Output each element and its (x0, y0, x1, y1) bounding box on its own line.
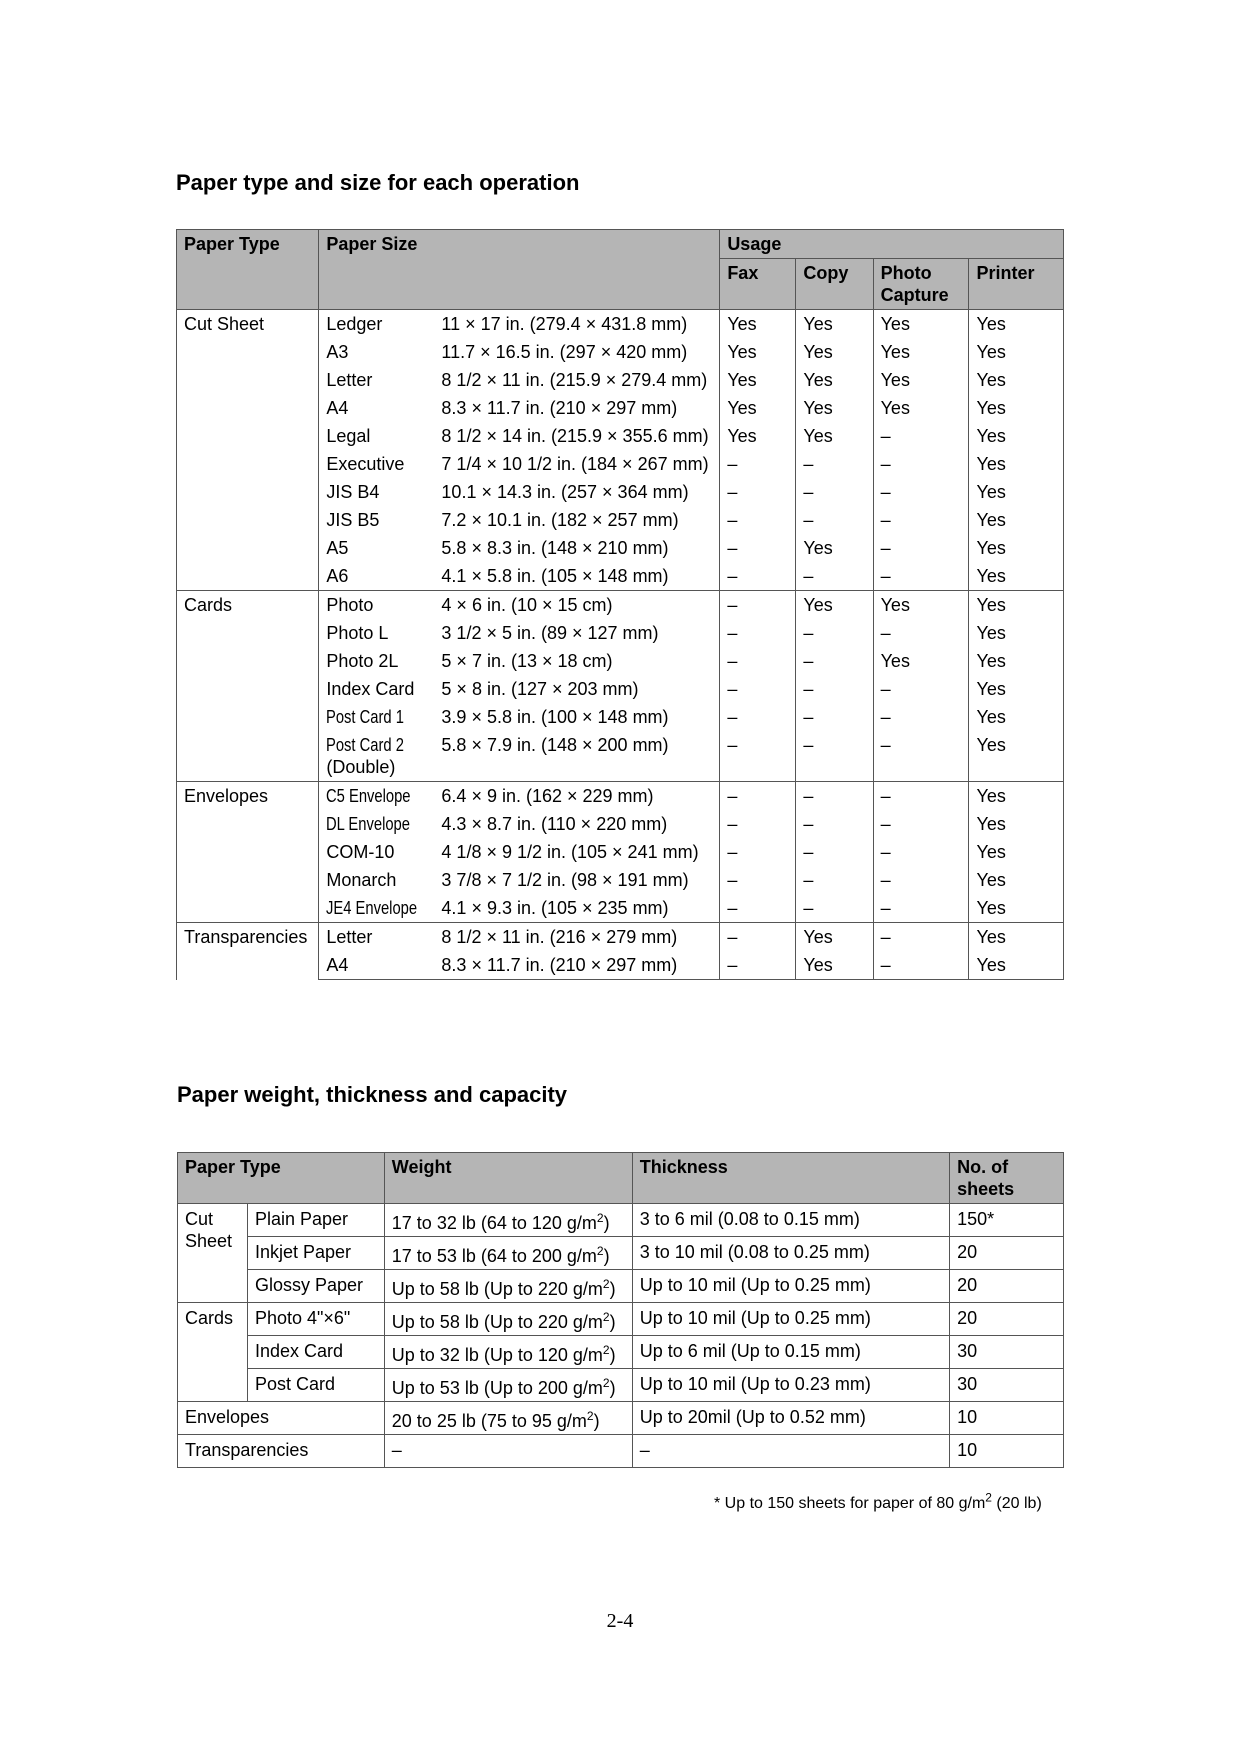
weight-cell: Up to 58 lb (Up to 220 $g/m^2$) (384, 1270, 632, 1303)
paper-size-dimensions: 5 × 7 in. (13 × 18 cm) (439, 647, 719, 675)
paper-size-name: A5 (319, 534, 440, 562)
paper-size-dimensions: 8.3 × 11.7 in. (210 × 297 mm) (439, 394, 719, 422)
weight-cell: Up to 32 lb (Up to 120 $g/m^2$) (384, 1336, 632, 1369)
paper-size-name: JE4 Envelope (319, 894, 440, 923)
usage-printer: Yes (969, 450, 1064, 478)
usage-fax: – (720, 866, 796, 894)
header-printer: Printer (969, 259, 1064, 310)
paper-size-dimensions: 8 1/2 × 11 in. (216 × 279 mm) (439, 923, 719, 952)
paper-size-dimensions: 11.7 × 16.5 in. (297 × 420 mm) (439, 338, 719, 366)
usage-photo-capture: Yes (873, 394, 969, 422)
paper-type-cell: Envelopes (178, 1402, 385, 1435)
usage-copy: – (796, 647, 873, 675)
paper-size-name: Ledger (319, 310, 440, 339)
table-row (178, 1369, 1064, 1402)
paper-size-dimensions: 4.1 × 5.8 in. (105 × 148 mm) (439, 562, 719, 591)
paper-type-cell: Cut Sheet (177, 310, 319, 591)
usage-copy: Yes (796, 923, 873, 952)
table-row (177, 782, 1064, 811)
paper-size-dimensions: 6.4 × 9 in. (162 × 229 mm) (439, 782, 719, 811)
usage-fax: Yes (720, 366, 796, 394)
usage-copy: – (796, 562, 873, 591)
usage-fax: – (720, 591, 796, 620)
usage-fax: – (720, 923, 796, 952)
table-row (177, 310, 1064, 339)
paper-size-name: Photo (319, 591, 440, 620)
usage-fax: – (720, 894, 796, 923)
usage-printer: Yes (969, 562, 1064, 591)
paper-subtype: Photo 4"×6" (247, 1303, 384, 1336)
paper-size-dimensions: 3 7/8 × 7 1/2 in. (98 × 191 mm) (439, 866, 719, 894)
usage-printer: Yes (969, 838, 1064, 866)
table-row (178, 1270, 1064, 1303)
paper-size-name: COM-10 (319, 838, 440, 866)
usage-copy: – (796, 703, 873, 731)
usage-photo-capture: Yes (873, 366, 969, 394)
paper-size-name: Monarch (319, 866, 440, 894)
header-weight: Weight (384, 1153, 632, 1204)
paper-type-cell: Envelopes (177, 782, 319, 923)
weight-cell: 17 to 53 lb (64 to 200 $g/m^2$) (384, 1237, 632, 1270)
usage-copy: – (796, 675, 873, 703)
thickness-cell: Up to 20mil (Up to 0.52 mm) (632, 1402, 949, 1435)
paper-type-size-body (177, 310, 1064, 980)
paper-size-name: JIS B4 (319, 478, 440, 506)
paper-size-dimensions: 4.1 × 9.3 in. (105 × 235 mm) (439, 894, 719, 923)
usage-copy: Yes (796, 394, 873, 422)
sheets-cell: 30 (950, 1369, 1064, 1402)
paper-type-cell: Transparencies (178, 1435, 385, 1468)
usage-fax: – (720, 562, 796, 591)
usage-photo-capture: – (873, 703, 969, 731)
paper-size-name: Photo L (319, 619, 440, 647)
usage-printer: Yes (969, 866, 1064, 894)
usage-fax: – (720, 810, 796, 838)
paper-subtype: Plain Paper (247, 1204, 384, 1237)
paper-size-dimensions: 7 1/4 × 10 1/2 in. (184 × 267 mm) (439, 450, 719, 478)
paper-size-name: DL Envelope (319, 810, 440, 838)
usage-copy: Yes (796, 338, 873, 366)
usage-printer: Yes (969, 703, 1064, 731)
paper-size-name: Post Card 1 (319, 703, 440, 731)
usage-printer: Yes (969, 422, 1064, 450)
usage-copy: Yes (796, 310, 873, 339)
usage-printer: Yes (969, 675, 1064, 703)
thickness-cell: – (632, 1435, 949, 1468)
usage-photo-capture: – (873, 478, 969, 506)
paper-size-name: A4 (319, 951, 440, 980)
paper-size-name: Photo 2L (319, 647, 440, 675)
usage-fax: Yes (720, 338, 796, 366)
footnote-mark: * (987, 1209, 995, 1229)
weight-cell: – (384, 1435, 632, 1468)
section-title-weight-thickness: Paper weight, thickness and capacity (177, 1082, 568, 1107)
usage-printer: Yes (969, 647, 1064, 675)
usage-copy: – (796, 782, 873, 811)
weight-cell: 17 to 32 lb (64 to 120 $g/m^2$) (384, 1204, 632, 1237)
usage-photo-capture: – (873, 506, 969, 534)
paper-size-dimensions: 7.2 × 10.1 in. (182 × 257 mm) (439, 506, 719, 534)
usage-printer: Yes (969, 534, 1064, 562)
usage-printer: Yes (969, 810, 1064, 838)
paper-subtype: Inkjet Paper (247, 1237, 384, 1270)
header-photo-capture: Photo Capture (873, 259, 969, 310)
sheets-cell: 20 (950, 1237, 1064, 1270)
paper-size-dimensions: 4 1/8 × 9 1/2 in. (105 × 241 mm) (439, 838, 719, 866)
footnote: * Up to 150 sheets for paper of 80 $g/m^2$ (20 lb) (714, 1490, 1042, 1512)
usage-photo-capture: – (873, 838, 969, 866)
paper-size-name: Letter (319, 366, 440, 394)
paper-size-dimensions: 5 × 8 in. (127 × 203 mm) (439, 675, 719, 703)
usage-copy: – (796, 866, 873, 894)
paper-size-dimensions: 8 1/2 × 14 in. (215.9 × 355.6 mm) (439, 422, 719, 450)
usage-copy: – (796, 478, 873, 506)
paper-size-name: C5 Envelope (319, 782, 440, 811)
usage-printer: Yes (969, 923, 1064, 952)
paper-size-dimensions: 4.3 × 8.7 in. (110 × 220 mm) (439, 810, 719, 838)
usage-photo-capture: – (873, 731, 969, 782)
paper-size-dimensions: 8.3 × 11.7 in. (210 × 297 mm) (439, 951, 719, 980)
sheets-cell: 10 (950, 1402, 1064, 1435)
paper-size-name: A6 (319, 562, 440, 591)
paper-type-size-table (176, 229, 1064, 980)
usage-printer: Yes (969, 782, 1064, 811)
header-sheets: No. of sheets (950, 1153, 1064, 1204)
header-copy: Copy (796, 259, 873, 310)
table-row (178, 1336, 1064, 1369)
usage-fax: – (720, 450, 796, 478)
usage-photo-capture: Yes (873, 647, 969, 675)
usage-printer: Yes (969, 394, 1064, 422)
usage-fax: – (720, 731, 796, 782)
table-row (177, 591, 1064, 620)
paper-size-dimensions: 8 1/2 × 11 in. (215.9 × 279.4 mm) (439, 366, 719, 394)
usage-printer: Yes (969, 619, 1064, 647)
paper-size-dimensions: 3.9 × 5.8 in. (100 × 148 mm) (439, 703, 719, 731)
weight-cell: 20 to 25 lb (75 to 95 $g/m^2$) (384, 1402, 632, 1435)
usage-fax: – (720, 675, 796, 703)
sheets-cell: 10 (950, 1435, 1064, 1468)
paper-subtype: Post Card (247, 1369, 384, 1402)
usage-photo-capture: – (873, 894, 969, 923)
usage-photo-capture: – (873, 422, 969, 450)
usage-fax: – (720, 782, 796, 811)
usage-printer: Yes (969, 951, 1064, 980)
usage-copy: – (796, 810, 873, 838)
paper-size-name: A3 (319, 338, 440, 366)
thickness-cell: Up to 10 mil (Up to 0.25 mm) (632, 1303, 949, 1336)
paper-size-name: A4 (319, 394, 440, 422)
paper-size-name: JIS B5 (319, 506, 440, 534)
usage-fax: Yes (720, 310, 796, 339)
paper-size-dimensions: 4 × 6 in. (10 × 15 cm) (439, 591, 719, 620)
usage-copy: – (796, 506, 873, 534)
header-paper-type: Paper Type (178, 1153, 385, 1204)
usage-copy: Yes (796, 951, 873, 980)
table-row (178, 1435, 1064, 1468)
usage-fax: – (720, 951, 796, 980)
usage-copy: – (796, 619, 873, 647)
usage-printer: Yes (969, 366, 1064, 394)
usage-copy: Yes (796, 366, 873, 394)
table-row (178, 1303, 1064, 1336)
thickness-cell: Up to 10 mil (Up to 0.25 mm) (632, 1270, 949, 1303)
paper-size-dimensions: 10.1 × 14.3 in. (257 × 364 mm) (439, 478, 719, 506)
table-row (177, 923, 1064, 952)
usage-photo-capture: – (873, 782, 969, 811)
usage-copy: – (796, 894, 873, 923)
usage-fax: Yes (720, 422, 796, 450)
header-thickness: Thickness (632, 1153, 949, 1204)
paper-size-dimensions: 3 1/2 × 5 in. (89 × 127 mm) (439, 619, 719, 647)
header-usage: Usage (720, 230, 1064, 259)
usage-fax: – (720, 478, 796, 506)
paper-type-group: Cards (178, 1303, 248, 1402)
usage-printer: Yes (969, 478, 1064, 506)
usage-fax: – (720, 534, 796, 562)
usage-fax: Yes (720, 394, 796, 422)
usage-printer: Yes (969, 894, 1064, 923)
table-row (178, 1237, 1064, 1270)
usage-fax: – (720, 703, 796, 731)
usage-photo-capture: – (873, 450, 969, 478)
paper-weight-body (178, 1204, 1064, 1468)
paper-type-group: Cut Sheet (178, 1204, 248, 1303)
paper-weight-table (177, 1152, 1064, 1468)
header-fax: Fax (720, 259, 796, 310)
paper-size-name: Letter (319, 923, 440, 952)
sheets-cell: 20 (950, 1303, 1064, 1336)
thickness-cell: Up to 6 mil (Up to 0.15 mm) (632, 1336, 949, 1369)
paper-subtype: Index Card (247, 1336, 384, 1369)
paper-size-dimensions: 5.8 × 8.3 in. (148 × 210 mm) (439, 534, 719, 562)
thickness-cell: 3 to 6 mil (0.08 to 0.15 mm) (632, 1204, 949, 1237)
usage-copy: Yes (796, 591, 873, 620)
sheets-cell: 30 (950, 1336, 1064, 1369)
paper-size-name: Legal (319, 422, 440, 450)
usage-fax: – (720, 619, 796, 647)
usage-photo-capture: – (873, 675, 969, 703)
usage-printer: Yes (969, 338, 1064, 366)
paper-type-cell: Transparencies (177, 923, 319, 980)
usage-photo-capture: – (873, 534, 969, 562)
paper-size-dimensions: 11 × 17 in. (279.4 × 431.8 mm) (439, 310, 719, 339)
usage-copy: – (796, 450, 873, 478)
page-number: 2-4 (606, 1610, 634, 1632)
table-row (178, 1204, 1064, 1237)
usage-fax: – (720, 506, 796, 534)
paper-size-name: Post Card 2 (Double) (319, 731, 440, 782)
weight-cell: Up to 53 lb (Up to 200 $g/m^2$) (384, 1369, 632, 1402)
usage-photo-capture: – (873, 619, 969, 647)
thickness-cell: 3 to 10 mil (0.08 to 0.25 mm) (632, 1237, 949, 1270)
usage-printer: Yes (969, 310, 1064, 339)
usage-printer: Yes (969, 731, 1064, 782)
usage-photo-capture: – (873, 866, 969, 894)
usage-fax: – (720, 647, 796, 675)
sheets-cell: 150* (950, 1204, 1064, 1237)
usage-copy: Yes (796, 534, 873, 562)
usage-copy: Yes (796, 422, 873, 450)
header-paper-type: Paper Type (177, 230, 319, 310)
thickness-cell: Up to 10 mil (Up to 0.23 mm) (632, 1369, 949, 1402)
usage-photo-capture: Yes (873, 338, 969, 366)
usage-photo-capture: Yes (873, 591, 969, 620)
section-title-paper-type-size: Paper type and size for each operation (176, 170, 580, 195)
paper-subtype: Glossy Paper (247, 1270, 384, 1303)
usage-photo-capture: – (873, 810, 969, 838)
usage-printer: Yes (969, 506, 1064, 534)
usage-photo-capture: – (873, 923, 969, 952)
usage-photo-capture: – (873, 951, 969, 980)
weight-cell: Up to 58 lb (Up to 220 $g/m^2$) (384, 1303, 632, 1336)
sheets-cell: 20 (950, 1270, 1064, 1303)
usage-photo-capture: – (873, 562, 969, 591)
paper-type-cell: Cards (177, 591, 319, 782)
usage-photo-capture: Yes (873, 310, 969, 339)
usage-printer: Yes (969, 591, 1064, 620)
usage-copy: – (796, 838, 873, 866)
usage-fax: – (720, 838, 796, 866)
paper-size-name: Executive (319, 450, 440, 478)
table-row (178, 1402, 1064, 1435)
paper-size-dimensions: 5.8 × 7.9 in. (148 × 200 mm) (439, 731, 719, 782)
header-paper-size: Paper Size (319, 230, 720, 310)
usage-copy: – (796, 731, 873, 782)
paper-size-name: Index Card (319, 675, 440, 703)
